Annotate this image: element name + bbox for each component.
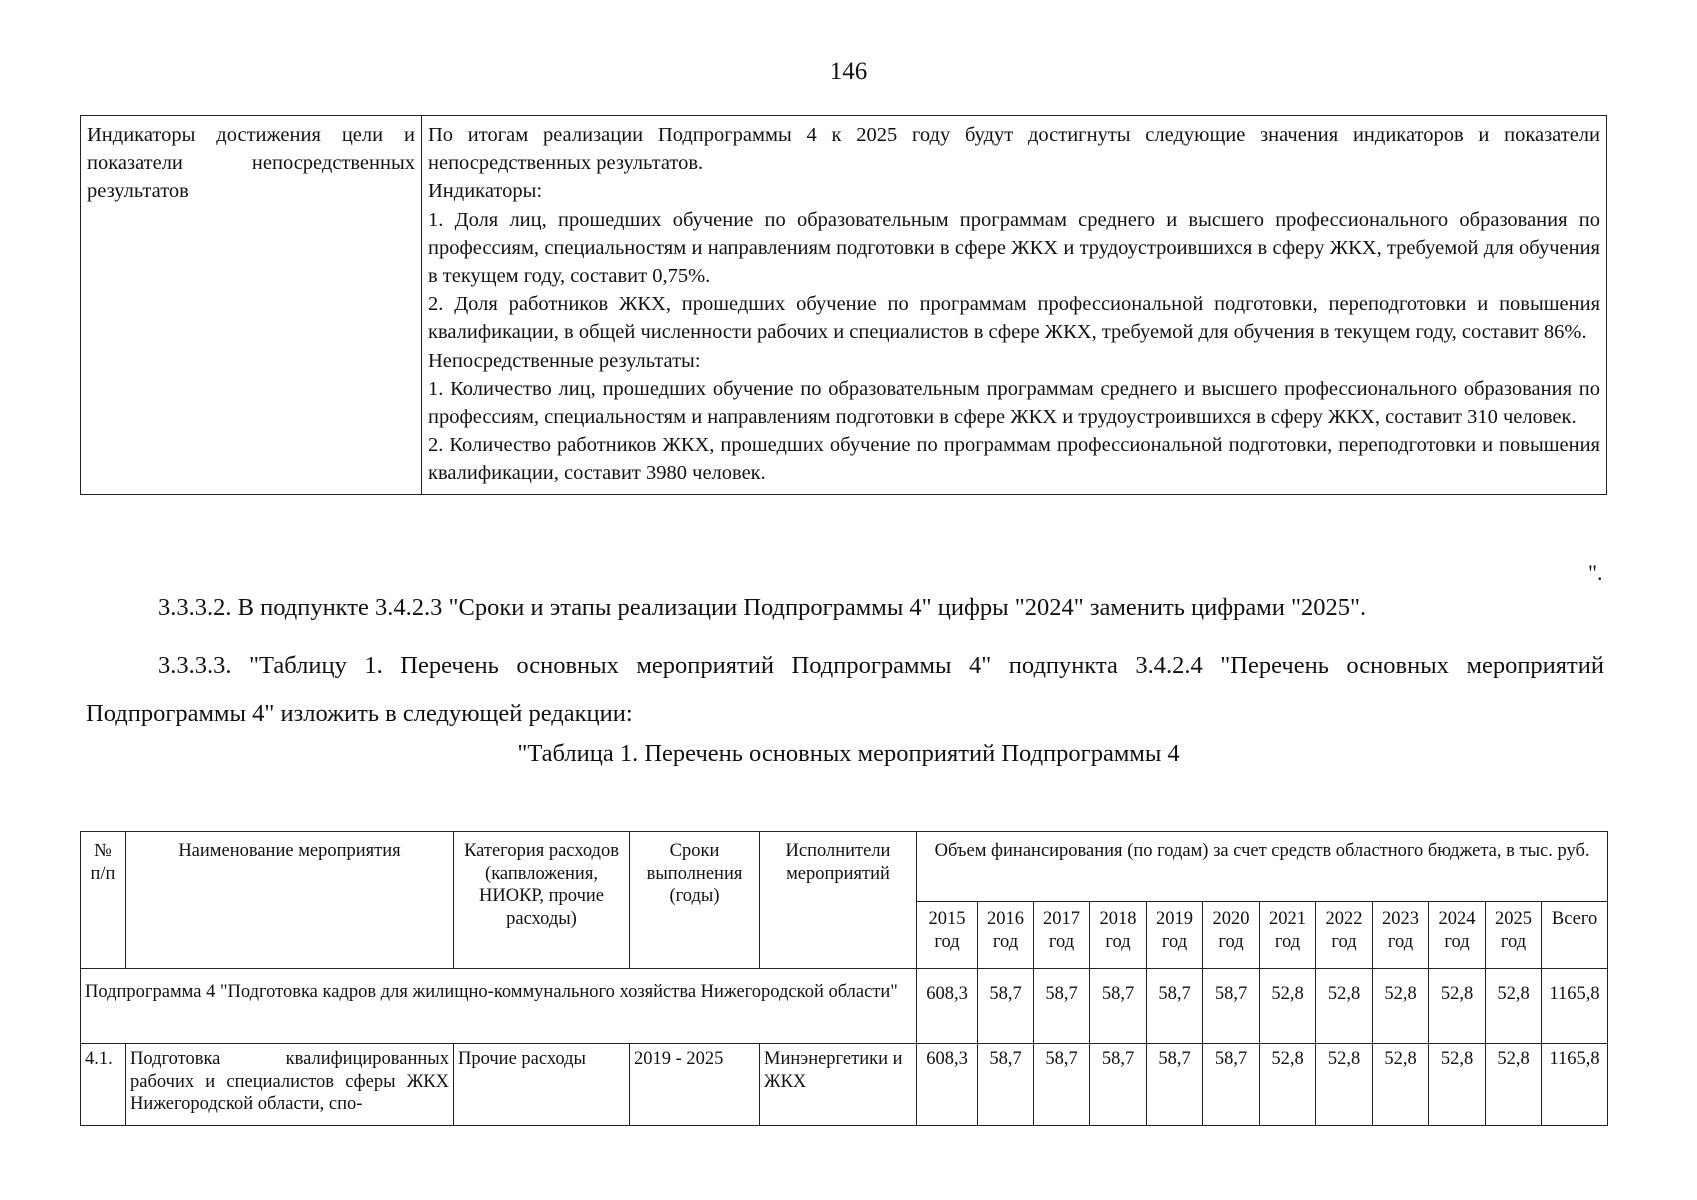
result-1: 1. Количество лиц, прошедших обучение по образовательным программам среднего и высшего профессионального образования по профессиям, специальностям и направлениям подготовки в сфере ЖКХ и трудоустроившихся в сферу ЖКХ, составит 310 человек. xyxy=(428,377,1600,429)
indicator-1: 1. Доля лиц, прошедших обучение по образовательным программам среднего и высшего профессионального образования по профессиям, специальностям и направлениям подготовки в сфере ЖКХ и трудоустроившихся в сферу ЖКХ, требуемой для обучения в текущем году, составит 0,75%. xyxy=(428,208,1600,288)
measure-num: 4.1. xyxy=(81,1044,126,1126)
value-cell: 608,3 xyxy=(917,969,978,1044)
value-cell: 58,7 xyxy=(1034,1044,1090,1126)
header-num: № п/п xyxy=(81,832,126,969)
value-cell: 52,8 xyxy=(1260,969,1316,1044)
value-cell: 58,7 xyxy=(978,1044,1034,1126)
value-cell: 52,8 xyxy=(1260,1044,1316,1126)
year-header: 2022 год xyxy=(1316,902,1373,969)
indicators-content xyxy=(422,116,1607,495)
value-cell: 52,8 xyxy=(1486,969,1542,1044)
indicator-2: 2. Доля работников ЖКХ, прошедших обучение по программам профессиональной подготовки, переподготовки и повышения квалификации, в общей численности рабочих и специалистов в сфере ЖКХ, требуемой для обучения в текущем году, составит 86%. xyxy=(428,293,1600,344)
value-cell: 52,8 xyxy=(1316,969,1373,1044)
value-cell: 58,7 xyxy=(1034,969,1090,1044)
measures-table xyxy=(80,831,1608,1126)
value-cell: 52,8 xyxy=(1486,1044,1542,1126)
value-cell: 58,7 xyxy=(1090,969,1147,1044)
header-terms: Сроки выполнения (годы) xyxy=(630,832,760,969)
value-cell: 58,7 xyxy=(1203,1044,1260,1126)
value-cell: 52,8 xyxy=(1373,1044,1429,1126)
table-title: "Таблица 1. Перечень основных мероприятий Подпрограммы 4 xyxy=(517,740,1180,767)
value-cell: 58,7 xyxy=(978,969,1034,1044)
value-cell: 58,7 xyxy=(1203,969,1260,1044)
year-header: 2024 год xyxy=(1429,902,1486,969)
value-cell: 608,3 xyxy=(917,1044,978,1126)
value-cell: 52,8 xyxy=(1373,969,1429,1044)
header-financing: Объем финансирования (по годам) за счет средств областного бюджета, в тыс. руб. xyxy=(917,832,1608,902)
value-cell: 58,7 xyxy=(1147,1044,1203,1126)
total-cell: 1165,8 xyxy=(1542,969,1608,1044)
header-name: Наименование мероприятия xyxy=(126,832,454,969)
year-header: 2016 год xyxy=(978,902,1034,969)
paragraph-3-3-3-3: 3.3.3.3. "Таблицу 1. Перечень основных мероприятий Подпрограммы 4" подпункта 3.4.2.4 "Перечень основных мероприятий Подпрограммы 4" изложить в следующей редакции: xyxy=(86,652,1604,727)
measure-category: Прочие расходы xyxy=(454,1044,630,1126)
year-header: 2015 год xyxy=(917,902,978,969)
total-cell: 1165,8 xyxy=(1542,1044,1608,1126)
paragraph-3-3-3-2: 3.3.3.2. В подпункте 3.4.2.3 "Сроки и этапы реализации Подпрограммы 4" цифры "2024" заменить цифрами "2025". xyxy=(158,594,1367,621)
year-header: 2017 год xyxy=(1034,902,1090,969)
measure-name: Подготовка квалифицированных рабочих и специалистов сферы ЖКХ Нижегородской области, спо- xyxy=(126,1044,454,1126)
value-cell: 52,8 xyxy=(1429,969,1486,1044)
year-header: 2025 год xyxy=(1486,902,1542,969)
indicators-intro: По итогам реализации Подпрограммы 4 к 2025 году будут достигнуты следующие значения индикаторов и показатели непосредственных результатов. xyxy=(428,124,1600,175)
header-category: Категория расходов (капвложения, НИОКР, прочие расходы) xyxy=(454,832,630,969)
indicators-table xyxy=(80,115,1607,495)
measure-executors: Минэнергетики и ЖКХ xyxy=(760,1044,917,1126)
value-cell: 52,8 xyxy=(1429,1044,1486,1126)
value-cell: 52,8 xyxy=(1316,1044,1373,1126)
result-2: 2. Количество работников ЖКХ, прошедших обучение по программам профессиональной подготовки, переподготовки и повышения квалификации, составит 3980 человек. xyxy=(428,434,1600,485)
subprogram-title: Подпрограмма 4 "Подготовка кадров для жилищно-коммунального хозяйства Нижегородской области" xyxy=(81,969,917,1044)
measure-terms: 2019 - 2025 xyxy=(630,1044,760,1126)
year-header: 2018 год xyxy=(1090,902,1147,969)
closing-quote: ". xyxy=(1588,560,1603,585)
table-row xyxy=(81,1044,1608,1126)
year-header: 2019 год xyxy=(1147,902,1203,969)
indicators-label: Индикаторы достижения цели и показатели непосредственных результатов xyxy=(81,116,422,495)
results-heading: Непосредственные результаты: xyxy=(428,349,701,372)
table-row xyxy=(81,969,1608,1044)
page-number: 146 xyxy=(829,58,868,85)
year-header: 2021 год xyxy=(1260,902,1316,969)
value-cell: 58,7 xyxy=(1090,1044,1147,1126)
year-header: 2020 год xyxy=(1203,902,1260,969)
value-cell: 58,7 xyxy=(1147,969,1203,1044)
total-header: Всего xyxy=(1542,902,1608,969)
indicators-heading: Индикаторы: xyxy=(428,180,543,203)
header-executors: Исполнители мероприятий xyxy=(760,832,917,969)
year-header: 2023 год xyxy=(1373,902,1429,969)
